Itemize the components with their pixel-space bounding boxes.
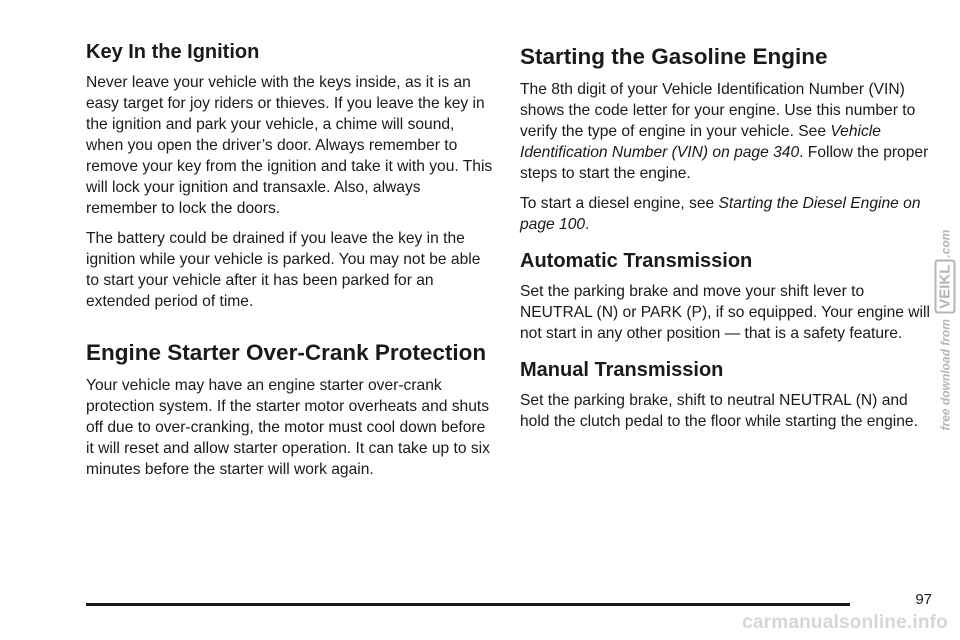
manual-paragraph: Set the parking brake, shift to neutral NEUTRAL (N) and hold the clutch pedal to the floor while starting the engine.	[520, 392, 918, 430]
page-number: 97	[915, 591, 932, 608]
automatic-paragraph: Set the parking brake and move your shift lever to NEUTRAL (N) or PARK (P), if so equipped. Your engine will not start in any other position — that is a safety feature.	[520, 283, 930, 342]
gasoline-p2-text-b: .	[585, 216, 590, 233]
right-column	[520, 40, 930, 441]
gasoline-p1-text-b: . Follow the proper steps to start the engine.	[520, 144, 929, 182]
watermark-suffix: .com	[938, 229, 953, 258]
gasoline-paragraph-2	[520, 193, 930, 235]
over-crank-paragraph: Your vehicle may have an engine starter over-crank protection system. If the starter motor overheats and shuts off due to over-cranking, the motor must cool down before it will reset and allow starter operation. It can take up to six minutes before the starter will work again.	[86, 377, 490, 478]
gasoline-engine-heading: Starting the Gasoline Engine	[520, 44, 828, 69]
key-paragraph-1: Never leave your vehicle with the keys inside, as it is an easy target for joy riders or thieves. If you leave the key in the ignition and park your vehicle, a chime will sound, when you open the driver’s door. Always remember to remove your key from the ignition and take it with you. This will lock your ignition and transaxle. Also, always remember to lock the doors.	[86, 74, 493, 217]
footer-rule	[86, 603, 850, 606]
left-column	[86, 40, 494, 489]
side-watermark	[935, 230, 956, 431]
watermark-prefix: free download from	[938, 319, 953, 431]
diesel-page-reference: Starting the Diesel Engine on page 100	[520, 195, 921, 233]
automatic-transmission-heading: Automatic Transmission	[520, 250, 753, 272]
manual-transmission-heading: Manual Transmission	[520, 359, 724, 381]
gasoline-p1-text-a: The 8th digit of your Vehicle Identification Number (VIN) shows the code letter for your engine. Use this number to verify the type of engine in your vehicle. See	[520, 81, 916, 140]
vin-page-reference: Vehicle Identification Number (VIN) on page 340	[520, 123, 881, 161]
gasoline-paragraph-1	[520, 79, 930, 184]
watermark-brand-logo: VEIKL	[935, 260, 956, 314]
key-paragraph-2: The battery could be drained if you leave the key in the ignition while your vehicle is parked. You may not be able to start your vehicle after it has been parked for an extended period of time.	[86, 230, 481, 310]
key-in-ignition-heading: Key In the Ignition	[86, 41, 260, 63]
footer-site-watermark: carmanualsonline.info	[742, 612, 948, 633]
over-crank-heading: Engine Starter Over-Crank Protection	[86, 340, 487, 365]
gasoline-p2-text-a: To start a diesel engine, see	[520, 195, 719, 212]
